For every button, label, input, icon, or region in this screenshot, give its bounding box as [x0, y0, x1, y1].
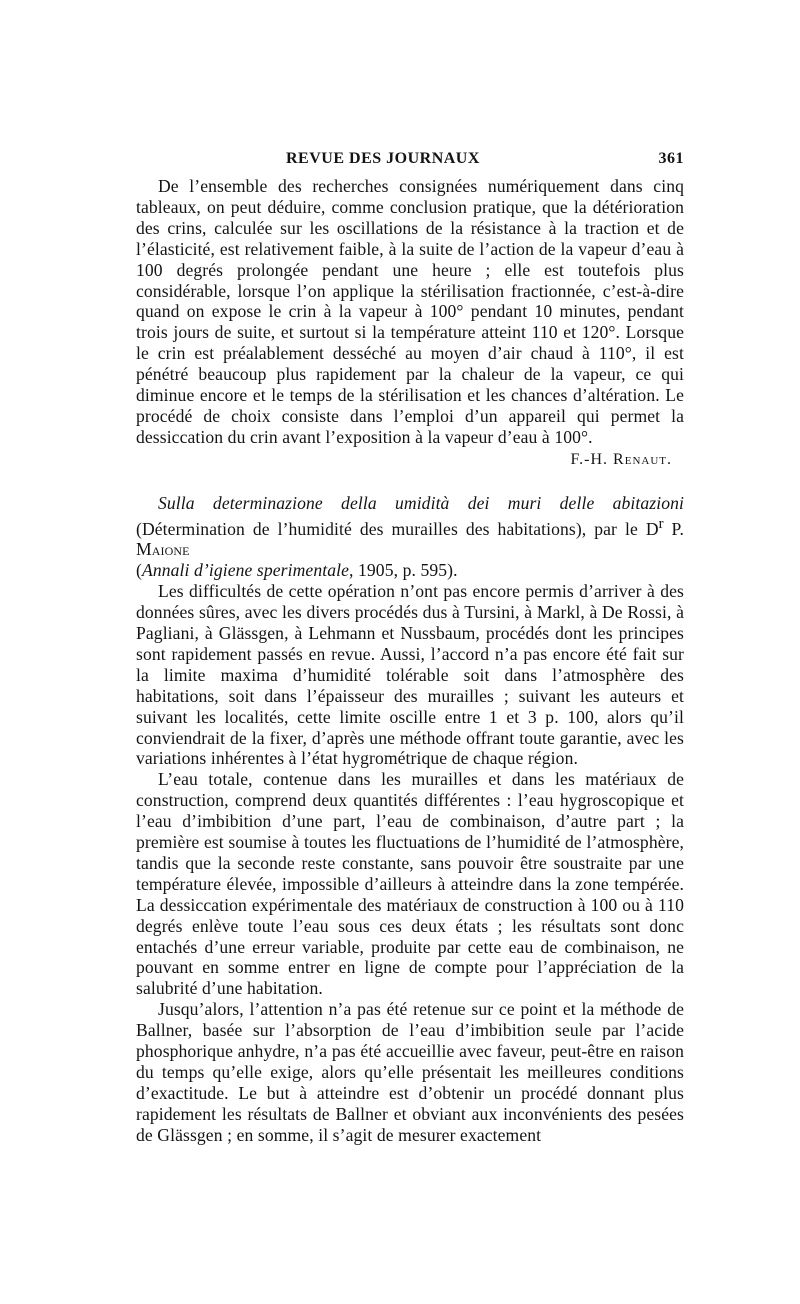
- article2-paragraph: Jusqu’alors, l’attention n’a pas été retenue sur ce point et la méthode de Ballner, basée sur l’absorption de l’eau d’imbibition seule par l’acide phosphorique anhydre, n’a pas été accueillie avec faveur, peut-être en raison du temps qu’elle exige, alors qu’elle présentait les meilleures conditions d’exactitude. Le but à atteindre est d’obtenir un procédé donnant plus rapidement les résultats de Ballner et obviant aux inconvénients des pesées de Glässgen ; en somme, il s’agit de mesurer exactement: [136, 999, 684, 1145]
- article2-author: P. Maione: [136, 518, 684, 560]
- article2-source-journal: Annali d’igiene sperimentale,: [141, 560, 354, 581]
- article1-paragraph: De l’ensemble des recherches consignées numériquement dans cinq tableaux, on peut déduire, comme conclusion pratique, que la détérioration des crins, calculée sur les oscillations de la résistance à la traction et de l’élasticité, est relativement faible, à la suite de l’action de la vapeur d’eau à 100 degrés prolongée pendant une heure ; elle est toutefois plus considérable, lorsque l’on applique la stérilisation fractionnée, c’est-à-dire quand on expose le crin à la vapeur à 100° pendant 10 minutes, pendant trois jours de suite, et surtout si la température atteint 110 et 120°. Lorsque le crin est préalablement desséché au moyen d’air chaud à 110°, il est pénétré beaucoup plus rapidement par la chaleur de la vapeur, ce qui diminue encore et le temps de la stérilisation et les chances d’altération. Le procédé de choix consiste dans l’emploi d’un appareil qui permet la dessiccation du crin avant l’exposition à la vapeur d’eau à 100°.: [136, 176, 684, 447]
- article2-title-translation: (Détermination de l’humidité des murailles des habitations), par le D: [136, 518, 659, 539]
- journal-title: REVUE DES JOURNAUX: [286, 150, 480, 167]
- document-page: [136, 150, 684, 1146]
- article2-source-ref: 1905, p. 595).: [353, 560, 458, 581]
- article2-title: Sulla determinazione della umidità dei muri delle abitazioni: [158, 492, 684, 513]
- author-signature: F.-H. Renaut.: [570, 450, 672, 468]
- article2-paragraph: L’eau totale, contenue dans les murailles et dans les matériaux de construction, comprend deux quantités différentes : l’eau hygroscopique et l’eau d’imbibition d’une part, l’eau de combinaison, d’autre part ; la première est soumise à toutes les fluctuations de l’humidité de l’atmosphère, tandis que la seconde reste constante, sans pouvoir être soustraite par une température élevée, impossible d’ailleurs à atteindre dans la zone tempérée. La dessiccation expérimentale des matériaux de construction à 100 ou à 110 degrés enlève toute l’eau sous ces deux états ; les résultats sont donc entachés d’une erreur variable, produite par cette eau de combinaison, ne pouvant en somme entrer en ligne de compte pour l’appréciation de la salubrité d’une habitation.: [136, 769, 684, 999]
- article2-source-open: (: [136, 560, 142, 581]
- article2-title-sup: r: [658, 515, 664, 532]
- article2-heading: [136, 493, 684, 581]
- running-header: [136, 150, 684, 176]
- article2-paragraph: Les difficultés de cette opération n’ont pas encore permis d’arriver à des données sûres, avec les divers procédés dus à Tursini, à Markl, à De Rossi, à Pagliani, à Glässgen, à Lehmann et Nussbaum, procédés dont les principes sont rapidement passés en revue. Aussi, l’accord n’a pas encore été fait sur la limite maxima d’humidité tolérable soit dans l’atmosphère des habitations, soit dans l’épaisseur des murailles ; suivant les auteurs et suivant les localités, cette limite oscille entre 1 et 3 p. 100, alors qu’il conviendrait de la fixer, d’après une méthode offrant toute garantie, avec les variations inhérentes à l’état hygrométrique de chaque région.: [136, 581, 684, 769]
- article-text: [136, 176, 684, 1146]
- page-number: 361: [658, 150, 684, 167]
